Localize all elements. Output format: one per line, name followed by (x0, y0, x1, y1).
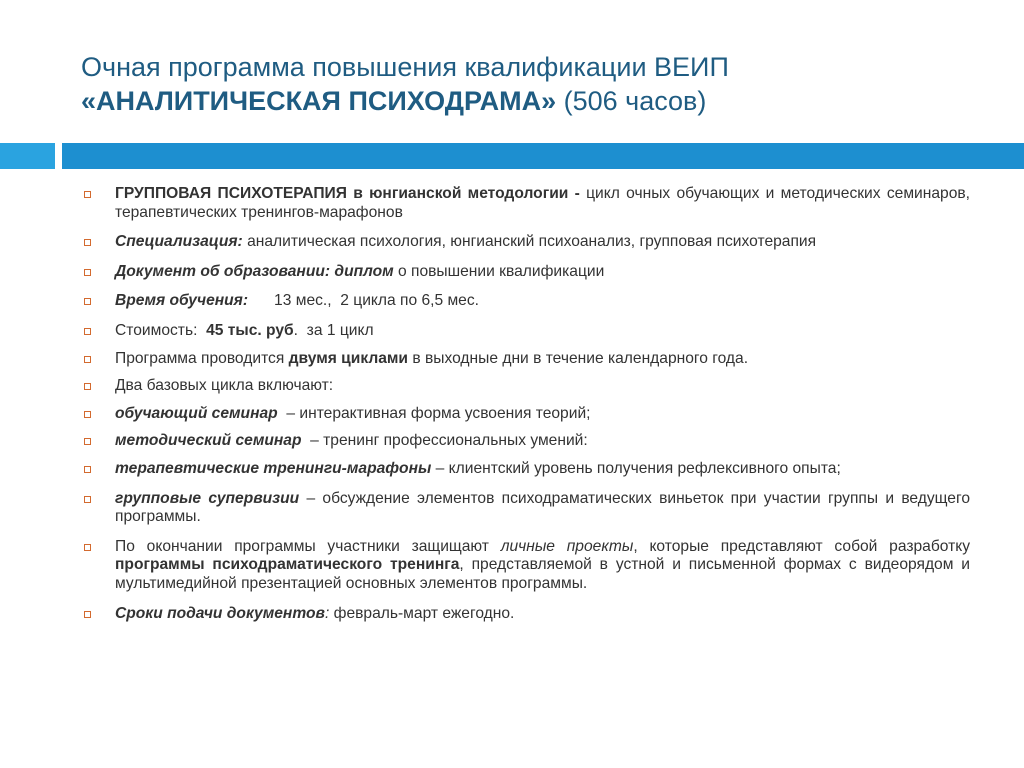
title-line-1: Очная программа повышения квалификации ВЕИП (81, 52, 729, 82)
list-item: По окончании программы участники защищают личные проекты, которые представляют собой разработку программы психодраматического тренинга, представляемой в устной и письменной формах с видеорядом и мультимедийной презентацией основных элементов программы. (80, 538, 970, 594)
title-line-2 (81, 84, 981, 118)
list-item: методический семинар – тренинг профессиональных умений: (80, 432, 970, 451)
list-item: ГРУППОВАЯ ПСИХОТЕРАПИЯ в юнгианской методологии - цикл очных обучающих и методических семинаров, терапевтических тренингов-марафонов (80, 185, 970, 222)
bullet-icon (84, 239, 91, 246)
list-item: Документ об образовании: диплом о повышении квалификации (80, 263, 970, 282)
list-item: обучающий семинар – интерактивная форма усвоения теорий; (80, 405, 970, 424)
bullet-icon (84, 383, 91, 390)
bullet-icon (84, 191, 91, 198)
header-bar-right (62, 143, 1024, 169)
bullet-icon (84, 328, 91, 335)
bullet-icon (84, 438, 91, 445)
bullet-icon (84, 544, 91, 551)
list-item: Сроки подачи документов: февраль-март ежегодно. (80, 605, 970, 624)
bullet-icon (84, 298, 91, 305)
title-program-name: «АНАЛИТИЧЕСКАЯ ПСИХОДРАМА» (81, 86, 557, 116)
bullet-icon (84, 611, 91, 618)
list-item: Специализация: аналитическая психология, юнгианский психоанализ, групповая психотерапия (80, 233, 970, 252)
bullet-icon (84, 466, 91, 473)
list-item: групповые супервизии – обсуждение элементов психодраматических виньеток при участии группы и ведущего программы. (80, 490, 970, 527)
list-item: Два базовых цикла включают: (80, 377, 970, 396)
slide-title (81, 50, 981, 118)
title-hours: (506 часов) (556, 86, 707, 116)
list-item: терапевтические тренинги-марафоны – клиентский уровень получения рефлексивного опыта; (80, 460, 970, 479)
program-details-list (80, 185, 970, 634)
bullet-icon (84, 496, 91, 503)
bullet-icon (84, 356, 91, 363)
header-bar-left (0, 143, 55, 169)
bullet-icon (84, 411, 91, 418)
list-item: Время обучения: 13 мес., 2 цикла по 6,5 мес. (80, 292, 970, 311)
list-item: Программа проводится двумя циклами в выходные дни в течение календарного года. (80, 350, 970, 369)
bullet-icon (84, 269, 91, 276)
list-item: Стоимость: 45 тыс. руб. за 1 цикл (80, 322, 970, 341)
